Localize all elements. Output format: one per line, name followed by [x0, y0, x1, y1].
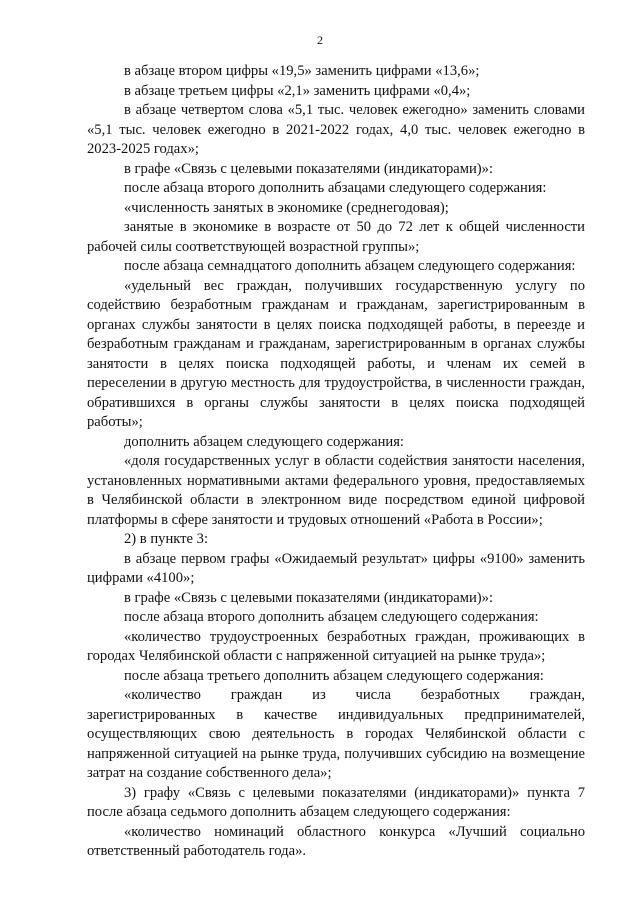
paragraph: в абзаце третьем цифры «2,1» заменить цифрами «0,4»;	[124, 82, 471, 99]
paragraph: после абзаца второго дополнить абзацами следующего содержания:	[124, 180, 547, 196]
paragraph: «количество граждан из числа безработных граждан, зарегистрированных в качестве индивидуальных предпринимателей, осуществляющих свою деятельность в городах Челябинской области с напряженной ситуацией на рынке труда, получивших субсидию на возмещение затрат на создание собственного дела»;	[87, 687, 585, 781]
paragraph: «удельный вес граждан, получивших государственную услугу по содействию безработным гражданам и гражданам, зарегистрированным в органах службы занятости в целях поиска подходящей работы, в переезде и безработным гражданам и гражданам, зарегистрированным в органах службы занятости в целях поиска подходящей работы, и членам их семей в переселении в другую местность для трудоустройства, в численности граждан, обратившихся в органы службы занятости в целях поиска подходящей работы»;	[87, 277, 585, 430]
paragraph: в графе «Связь с целевыми показателями (индикаторами)»:	[124, 589, 494, 606]
paragraph: в абзаце четвертом слова «5,1 тыс. человек ежегодно» заменить словами «5,1 тыс. человек ежегодно в 2021-2022 годах, 4,0 тыс. человек ежегодно в 2023-2025 годах»;	[87, 102, 585, 157]
paragraph: занятые в экономике в возрасте от 50 до 72 лет к общей численности рабочей силы соответствующей возрастной группы»;	[87, 219, 585, 255]
paragraph: после абзаца второго дополнить абзацем следующего содержания:	[124, 609, 539, 625]
paragraph: в абзаце втором цифры «19,5» заменить цифрами «13,6»;	[124, 63, 480, 79]
paragraph: в графе «Связь с целевыми показателями (индикаторами)»:	[124, 160, 494, 177]
paragraph: после абзаца семнадцатого дополнить абзацем следующего содержания:	[124, 258, 576, 274]
paragraph: в абзаце первом графы «Ожидаемый результат» цифры «9100» заменить цифрами «4100»;	[87, 550, 585, 586]
document-body	[87, 62, 585, 862]
paragraph: «доля государственных услуг в области содействия занятости населения, установленных нормативными актами федерального уровня, предоставляемых в Челябинской области в электронном виде посредством единой цифровой платформы в сфере занятости и трудовых отношений «Работа в России»;	[87, 453, 585, 528]
paragraph: 3) графу «Связь с целевыми показателями (индикаторами)» пункта 7 после абзаца седьмого дополнить абзацем следующего содержания:	[87, 784, 585, 820]
paragraph: «численность занятых в экономике (среднегодовая);	[124, 199, 449, 216]
paragraph: после абзаца третьего дополнить абзацем следующего содержания:	[124, 667, 544, 684]
paragraph: «количество номинаций областного конкурса «Лучший социально ответственный работодатель года».	[87, 823, 585, 859]
paragraph: дополнить абзацем следующего содержания:	[124, 433, 404, 450]
paragraph: «количество трудоустроенных безработных граждан, проживающих в городах Челябинской области с напряженной ситуацией на рынке труда»;	[87, 628, 585, 664]
page-number: 2	[317, 33, 323, 47]
paragraph: 2) в пункте 3:	[124, 531, 209, 547]
